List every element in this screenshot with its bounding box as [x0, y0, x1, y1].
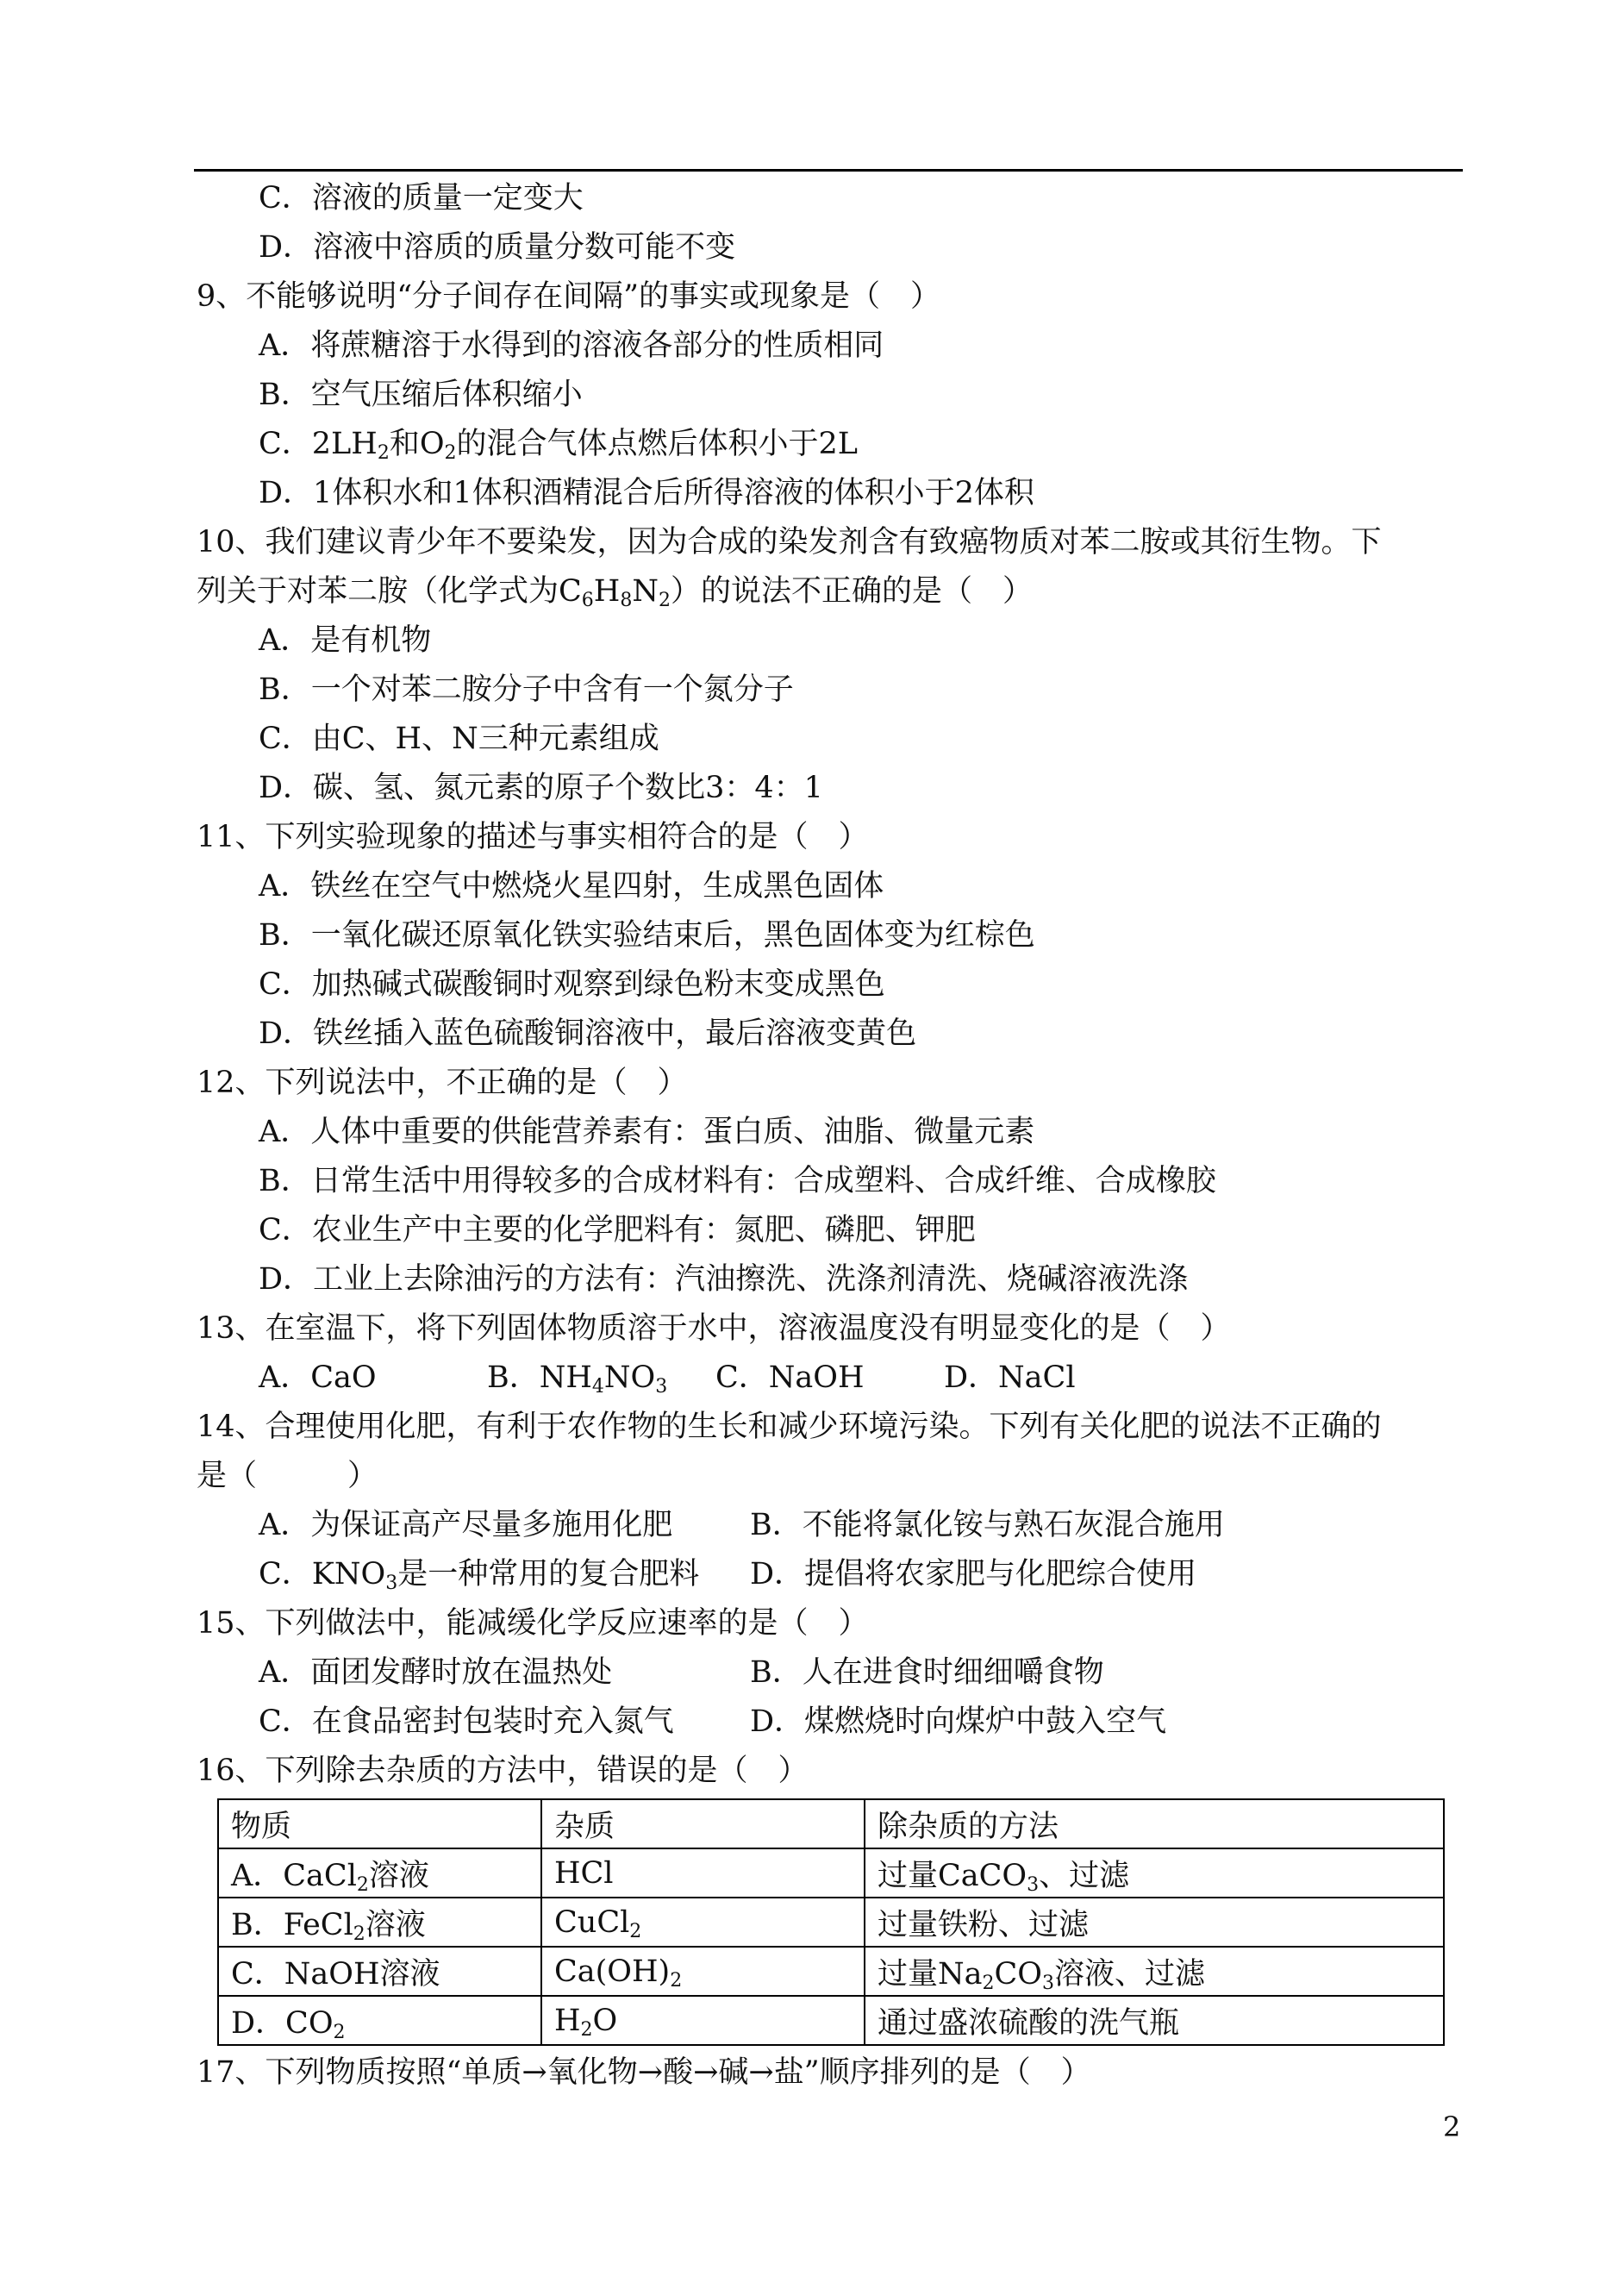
- table-header-row: [218, 1799, 1444, 1848]
- question-14-options-row1: [197, 1501, 1464, 1550]
- option-11b: B．一氧化碳还原氧化铁实验结束后，黑色固体变为红棕色: [259, 918, 1035, 953]
- table-row: [218, 1996, 1444, 2045]
- question-12-stem: 12、下列说法中，不正确的是（ ）: [197, 1066, 688, 1100]
- option-10b: B．一个对苯二胺分子中含有一个氮分子: [259, 672, 794, 707]
- table-cell: 通过盛浓硫酸的洗气瓶: [865, 1996, 1444, 2045]
- table-cell: 过量$Na_2CO_3$溶液、过滤: [865, 1947, 1444, 1996]
- table-cell: C．NaOH溶液: [218, 1947, 541, 1996]
- impurity-table: [217, 1798, 1445, 2046]
- table-cell: $H_2O$: [541, 1996, 865, 2045]
- question-14-options-row2: [197, 1550, 1464, 1599]
- option-15b: B．人在进食时细细嚼食物: [750, 1655, 1104, 1690]
- option-10c: C．由C、H、N三种元素组成: [259, 722, 659, 756]
- question-15-options-row2: [197, 1698, 1464, 1747]
- option-14a: A．为保证高产尽量多施用化肥: [259, 1508, 673, 1542]
- question-16-stem: 16、下列除去杂质的方法中，错误的是（ ）: [197, 1754, 809, 1788]
- table-cell: 过量铁粉、过滤: [865, 1898, 1444, 1947]
- option-14d: D．提倡将农家肥与化肥综合使用: [750, 1557, 1197, 1591]
- question-17-stem: 17、下列物质按照“单质→氧化物→酸→碱→盐”顺序排列的是（ ）: [197, 2055, 1091, 2090]
- option-8d: D．溶液中溶质的质量分数可能不变: [259, 230, 736, 265]
- table-cell: 过量CaCO$_3$、过滤: [865, 1848, 1444, 1898]
- table-header-cell: 物质: [218, 1799, 541, 1848]
- option-12b: B．日常生活中用得较多的合成材料有：合成塑料、合成纤维、合成橡胶: [259, 1164, 1216, 1198]
- option-11a: A．铁丝在空气中燃烧火星四射，生成黑色固体: [259, 869, 884, 904]
- option-10a: A．是有机物: [259, 623, 432, 658]
- table-row: [218, 1848, 1444, 1898]
- option-15c: C．在食品密封包装时充入氮气: [259, 1704, 674, 1739]
- question-13-options: [197, 1354, 1464, 1403]
- question-10-stem-line1: 10、我们建议青少年不要染发，因为合成的染发剂含有致癌物质对苯二胺或其衍生物。下: [197, 525, 1382, 560]
- option-13b: B．$NH_4NO_3$: [487, 1360, 668, 1398]
- table-row: [218, 1947, 1444, 1996]
- header-rule: [194, 169, 1463, 172]
- table-row: [218, 1898, 1444, 1947]
- option-12a: A．人体中重要的供能营养素有：蛋白质、油脂、微量元素: [259, 1115, 1035, 1149]
- option-9c: C．$2LH_2$和$O_2$的混合气体点燃后体积小于2L: [259, 427, 859, 464]
- table-header-cell: 杂质: [541, 1799, 865, 1848]
- option-10d: D．碳、氢、氮元素的原子个数比3：4：1: [259, 771, 823, 805]
- option-9d: D．1体积水和1体积酒精混合后所得溶液的体积小于2体积: [259, 476, 1034, 510]
- option-12c: C．农业生产中主要的化学肥料有：氮肥、磷肥、钾肥: [259, 1213, 976, 1248]
- option-12d: D．工业上去除油污的方法有：汽油擦洗、洗涤剂清洗、烧碱溶液洗涤: [259, 1262, 1189, 1297]
- page-content: [197, 174, 1464, 2098]
- option-13c: C．NaOH: [715, 1360, 865, 1395]
- question-15-options-row1: [197, 1648, 1464, 1698]
- table-header-cell: 除杂质的方法: [865, 1799, 1444, 1848]
- table-cell: A．CaCl$_2$溶液: [218, 1848, 541, 1898]
- question-14-stem-line1: 14、合理使用化肥，有利于农作物的生长和减少环境污染。下列有关化肥的说法不正确的: [197, 1410, 1382, 1444]
- question-11-stem: 11、下列实验现象的描述与事实相符合的是（ ）: [197, 820, 869, 854]
- option-9a: A．将蔗糖溶于水得到的溶液各部分的性质相同: [259, 328, 884, 363]
- option-11c: C．加热碱式碳酸铜时观察到绿色粉末变成黑色: [259, 967, 885, 1002]
- option-14b: B．不能将氯化铵与熟石灰混合施用: [750, 1508, 1225, 1542]
- page-number: 2: [1443, 2111, 1461, 2143]
- table-cell: HCl: [541, 1848, 865, 1898]
- question-13-stem: 13、在室温下，将下列固体物质溶于水中，溶液温度没有明显变化的是（ ）: [197, 1311, 1231, 1346]
- question-9-stem: 9、不能够说明“分子间存在间隔”的事实或现象是（ ）: [197, 279, 941, 314]
- table-cell: B．FeCl$_2$溶液: [218, 1898, 541, 1947]
- option-15a: A．面团发酵时放在温热处: [259, 1655, 613, 1690]
- table-cell: D．$CO_2$: [218, 1996, 541, 2045]
- option-14c: C．$KNO_3$是一种常用的复合肥料: [259, 1557, 700, 1594]
- option-8c: C．溶液的质量一定变大: [259, 181, 584, 216]
- table-cell: $Ca(OH)_2$: [541, 1947, 865, 1996]
- table-cell: CuCl$_2$: [541, 1898, 865, 1947]
- option-15d: D．煤燃烧时向煤炉中鼓入空气: [750, 1704, 1167, 1739]
- option-13d: D．NaCl: [944, 1360, 1076, 1395]
- option-9b: B．空气压缩后体积缩小: [259, 378, 583, 412]
- question-15-stem: 15、下列做法中，能减缓化学反应速率的是（ ）: [197, 1606, 869, 1641]
- question-10-stem-line2: 列关于对苯二胺（化学式为$C_6H_8N_2$）的说法不正确的是（ ）: [197, 574, 1033, 611]
- option-13a: A．CaO: [259, 1360, 377, 1395]
- question-14-stem-line2: 是（ ）: [197, 1459, 378, 1493]
- option-11d: D．铁丝插入蓝色硫酸铜溶液中，最后溶液变黄色: [259, 1016, 917, 1051]
